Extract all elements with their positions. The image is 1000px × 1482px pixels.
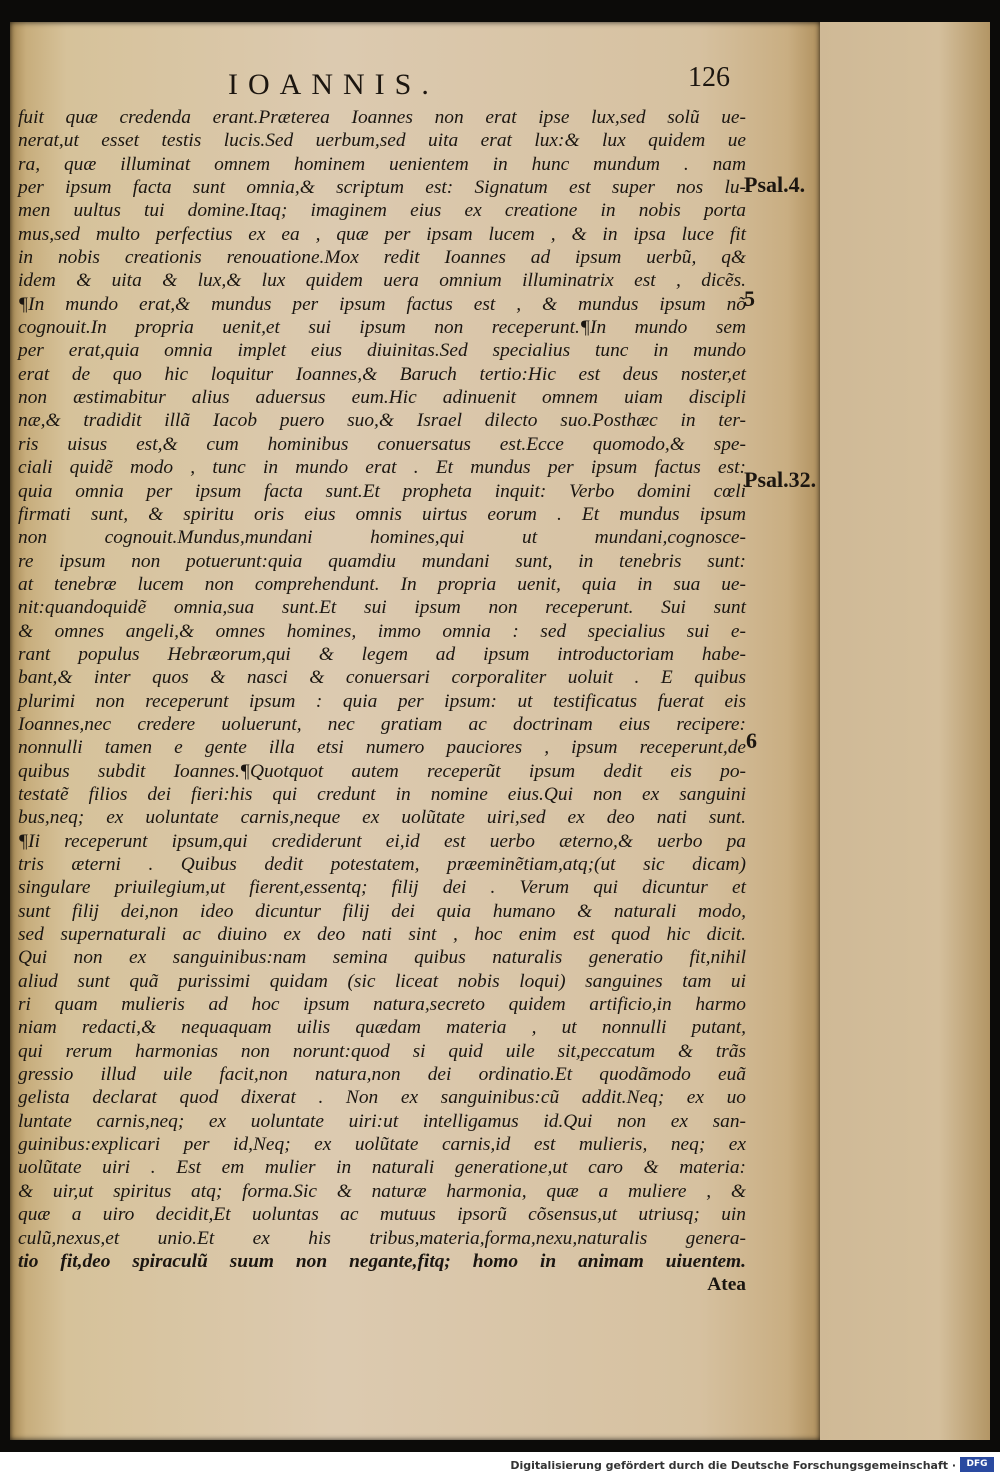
text-line: plurimi non receperunt ipsum : quia per ipsum: ut testificatus fuerat eis (18, 690, 746, 712)
text-line: guinibus:explicari per id,Neq; ex uolũtate carnis,id est mulieris, neq; ex (18, 1134, 746, 1156)
text-line: niam redacti,& nequaquam uilis quædam materia , ut nonnulli putant, (18, 1017, 746, 1039)
text-line: Ioannes,nec credere uoluerunt, nec gratiam ac doctrinam eius recipere: (18, 713, 746, 735)
text-line: mus,sed multo perfectius ex ea , quæ per ipsam lucem , & in ipsa luce fit (18, 223, 746, 245)
text-line: testatẽ filios dei fieri:his qui credunt in nomine eius.Qui non ex sanguini (18, 783, 746, 805)
text-line: næ,& tradidit illã Iacob puero suo,& Israel dilecto suo.Posthæc in ter- (18, 410, 746, 432)
text-line: gressio illud uile facit,non natura,non dei ordinatio.Et quodãmodo euã (18, 1064, 746, 1086)
text-line: quæ a uiro decidit,Et uoluntas ac mutuus ipsorũ cõsensus,ut utriusq; uin (18, 1204, 746, 1226)
text-line: sed supernaturali ac diuino ex deo nati sint , hoc enim est quod hic dicit. (18, 924, 746, 946)
text-line: Qui non ex sanguinibus:nam semina quibus naturalis generatio fit,nihil (18, 947, 746, 969)
text-line: ¶Ii receperunt ipsum,qui crediderunt ei,id est uerbo æterno,& uerbo pa (18, 830, 746, 852)
text-line: bant,& inter quos & nasci & conuersari corporaliter uoluit . E quibus (18, 667, 746, 689)
text-line: nit:quandoquidẽ omnia,sua sunt.Et sui ipsum non receperunt. Sui sunt (18, 597, 746, 619)
text-line: & uir,ut spiritus atq; forma.Sic & naturæ harmonia, quæ a muliere , & (18, 1180, 746, 1202)
text-line: at tenebræ lucem non comprehendunt. In propria uenit, quia in sua ue- (18, 573, 746, 595)
text-line: per erat,quia omnia implet eius diuinitas.Sed specialius tunc in mundo (18, 340, 746, 362)
text-line: qui rerum harmonias non norunt:quod si quid uile sit,peccatum & trãs (18, 1040, 746, 1062)
margin-note-psal4: Psal.4. (744, 172, 806, 197)
text-line: singulare priuilegium,ut fierent,essentq; filij dei . Verum qui dicuntur et (18, 877, 746, 899)
text-line: tio fit,deo spiraculũ suum non negante,fitq; homo in animam uiuentem. (18, 1250, 746, 1272)
text-line: ¶In mundo erat,& mundus per ipsum factus est , & mundus ipsum nõ (18, 293, 746, 315)
text-line: men uultus tui domine.Itaq; imaginem eius ex creatione in nobis porta (18, 200, 746, 222)
running-head: IOANNIS. (228, 68, 439, 101)
text-line: ris uisus est,& cum hominibus conuersatus est.Ecce quomodo,& spe- (18, 433, 746, 455)
margin-note-5: 5 (744, 286, 755, 311)
text-line: gelista declarat quod dixerat . Non ex sanguinibus:cũ addit.Neq; ex uo (18, 1087, 746, 1109)
margin-note-psal32: Psal.32. (744, 467, 817, 492)
text-line: per ipsum facta sunt omnia,& scriptum est: Signatum est super nos lu- (18, 177, 746, 199)
text-line: non cognouit.Mundus,mundani homines,qui ut mundani,cognosce- (18, 527, 746, 549)
body-text (18, 106, 746, 1297)
text-line: aliud sunt quã purissimi quidam (sic liceat nobis loqui) sanguines tam ui (18, 970, 746, 992)
text-line: sunt filij dei,non ideo dicuntur filij dei quia humano & naturali modo, (18, 900, 746, 922)
text-line: uolũtate uiri . Est em mulier in naturali generatione,ut caro & materia: (18, 1157, 746, 1179)
text-line: quibus subdit Ioannes.¶Quotquot autem receperũt ipsum dedit eis po- (18, 760, 746, 782)
page-margin-edge (820, 22, 990, 1440)
text-line: nerat,ut esset testis lucis.Sed uerbum,sed uita erat lux:& lux quidem ue (18, 130, 746, 152)
text-line: & omnes angeli,& omnes homines, immo omnia : sed specialius sui e- (18, 620, 746, 642)
text-line: in nobis creationis renouatione.Mox redit Ioannes ad ipsum uerbũ, q& (18, 247, 746, 269)
text-line: ri quam mulieris ad hoc ipsum natura,secreto quidem artificio,in harmo (18, 994, 746, 1016)
text-line: erat de quo hic loquitur Ioannes,& Baruch tertio:Hic est deus noster,et (18, 363, 746, 385)
text-line: idem & uita & lux,& lux quidem uera omnium illuminatrix est , dicẽs. (18, 270, 746, 292)
text-line: non æstimabitur alius aduersus eum.Hic adinuenit omnem uiam discipli (18, 387, 746, 409)
margin-note-6: 6 (746, 728, 757, 753)
dfg-logo: DFG (960, 1457, 994, 1472)
text-line: ciali quidẽ modo , tunc in mundo erat . Et mundus per ipsum factus est: (18, 457, 746, 479)
text-line: re ipsum non potuerunt:quia quamdiu mundani sunt, in tenebris sunt: (18, 550, 746, 572)
text-line: nonnulli tamen e gente illa etsi numero pauciores , ipsum receperunt,de (18, 737, 746, 759)
folio-number: 126 (688, 62, 730, 93)
catchword: Atea (707, 1274, 746, 1296)
text-line: culũ,nexus,et unio.Et ex his tribus,materia,forma,nexu,naturalis genera- (18, 1227, 746, 1249)
footer-credit: Digitalisierung gefördert durch die Deutsche Forschungsgemeinschaft · (510, 1459, 956, 1472)
text-line: cognouit.In propria uenit,et sui ipsum non receperunt.¶In mundo sem (18, 317, 746, 339)
text-line: ra, quæ illuminat omnem hominem uenientem in hunc mundum . nam (18, 153, 746, 175)
text-line: tris æterni . Quibus dedit potestatem, præeminẽtiam,atq;(ut sic dicam) (18, 854, 746, 875)
text-line: fuit quæ credenda erant.Præterea Ioannes non erat ipse lux,sed solũ ue- (18, 107, 746, 128)
text-line: rant populus Hebræorum,qui & legem ad ipsum introductoriam habe- (18, 643, 746, 665)
text-line: luntate carnis,neq; ex uoluntate uiri:ut intelligamus id.Qui non ex san- (18, 1110, 746, 1132)
text-line: quia omnia per ipsum facta sunt.Et propheta inquit: Verbo domini cœli (18, 480, 746, 502)
footer-bar (0, 1452, 1000, 1482)
text-line: firmati sunt, & spiritu oris eius omnis uirtus eorum . Et mundus ipsum (18, 503, 746, 525)
text-line: bus,neq; ex uoluntate carnis,neque ex uolũtate uiri,sed ex deo nati sunt. (18, 807, 746, 829)
